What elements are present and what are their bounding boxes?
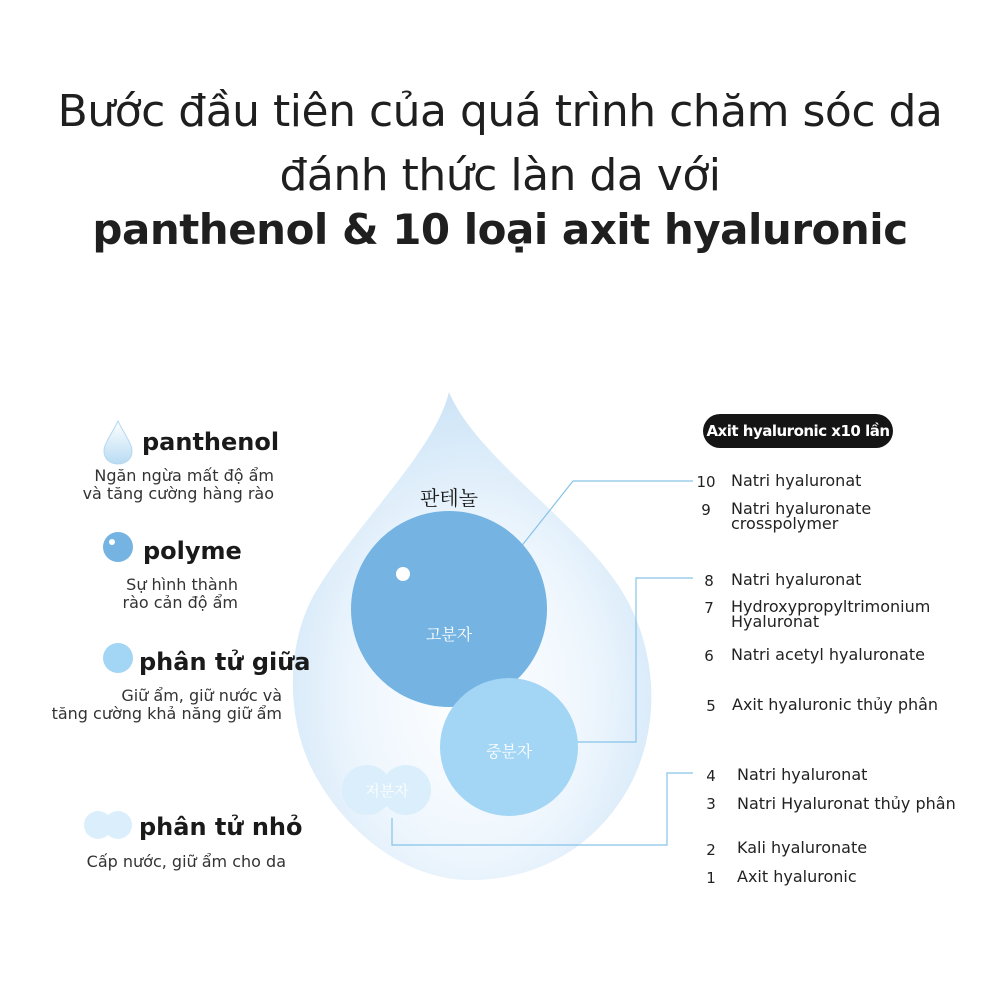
droplet-icon — [104, 421, 132, 464]
mid-molecule-label: 중분자 — [485, 742, 533, 761]
hyaluronic-badge: Axit hyaluronic x10 lần — [703, 414, 893, 448]
legend-polyme-label: polyme — [143, 537, 242, 565]
double-circle-icon — [84, 811, 132, 839]
legend-small-label: phân tử nhỏ — [139, 813, 303, 841]
ha-item-6-number: 6 — [704, 647, 714, 665]
high-molecule-highlight — [396, 567, 410, 581]
legend-mid-desc-2: tăng cường khả năng giữ ẩm — [51, 704, 282, 723]
high-molecule-circle — [351, 511, 547, 707]
low-molecule-label: 저분자 — [365, 782, 409, 800]
ha-item-7-name: Hydroxypropyltrimonium — [731, 597, 931, 616]
ha-item-8-number: 8 — [704, 572, 714, 590]
legend-panthenol-desc-1: Ngăn ngừa mất độ ẩm — [94, 466, 274, 485]
ha-item-2-number: 2 — [706, 841, 716, 859]
legend-panthenol-label: panthenol — [142, 428, 280, 456]
ha-item-9-name-line2: crosspolymer — [731, 514, 839, 533]
ha-item-6-name: Natri acetyl hyaluronate — [731, 645, 925, 664]
ha-item-5-name: Axit hyaluronic thủy phân — [732, 695, 939, 714]
ha-item-3-name: Natri Hyaluronat thủy phân — [737, 794, 956, 813]
ha-item-7-name-line2: Hyaluronat — [731, 612, 820, 631]
high-molecule-label: 고분자 — [425, 625, 473, 644]
ha-item-7-number: 7 — [704, 599, 714, 617]
ha-item-1-name: Axit hyaluronic — [737, 867, 857, 886]
heading-line-1: Bước đầu tiên của quá trình chăm sóc da — [57, 86, 943, 137]
legend-mid-label: phân tử giữa — [139, 648, 311, 676]
ha-item-3-number: 3 — [706, 795, 716, 813]
heading-line-3: panthenol & 10 loại axit hyaluronic — [92, 205, 908, 254]
drop-label: 판테놀 — [420, 486, 478, 510]
ha-item-5-number: 5 — [706, 697, 716, 715]
ha-item-1-number: 1 — [706, 869, 716, 887]
legend-polyme-desc-2: rào cản độ ẩm — [122, 593, 238, 612]
ha-item-10-name: Natri hyaluronat — [731, 471, 862, 490]
ha-item-9-number: 9 — [701, 501, 711, 519]
legend-polyme-desc-1: Sự hình thành — [126, 575, 238, 594]
sphere-icon-highlight — [109, 539, 115, 545]
legend-mid-desc-1: Giữ ẩm, giữ nước và — [121, 686, 282, 705]
ha-item-10-number: 10 — [696, 473, 716, 491]
ha-item-2-name: Kali hyaluronate — [737, 838, 868, 857]
sphere-icon — [103, 532, 133, 562]
circle-icon — [103, 643, 133, 673]
legend-panthenol-desc-2: và tăng cường hàng rào — [82, 484, 274, 503]
legend-small-desc-1: Cấp nước, giữ ẩm cho da — [86, 852, 286, 871]
ha-item-4-number: 4 — [706, 767, 716, 785]
ha-item-8-name: Natri hyaluronat — [731, 570, 862, 589]
ha-item-4-name: Natri hyaluronat — [737, 765, 868, 784]
ha-item-9-name: Natri hyaluronate — [731, 499, 872, 518]
heading-line-2: đánh thức làn da với — [279, 150, 721, 201]
